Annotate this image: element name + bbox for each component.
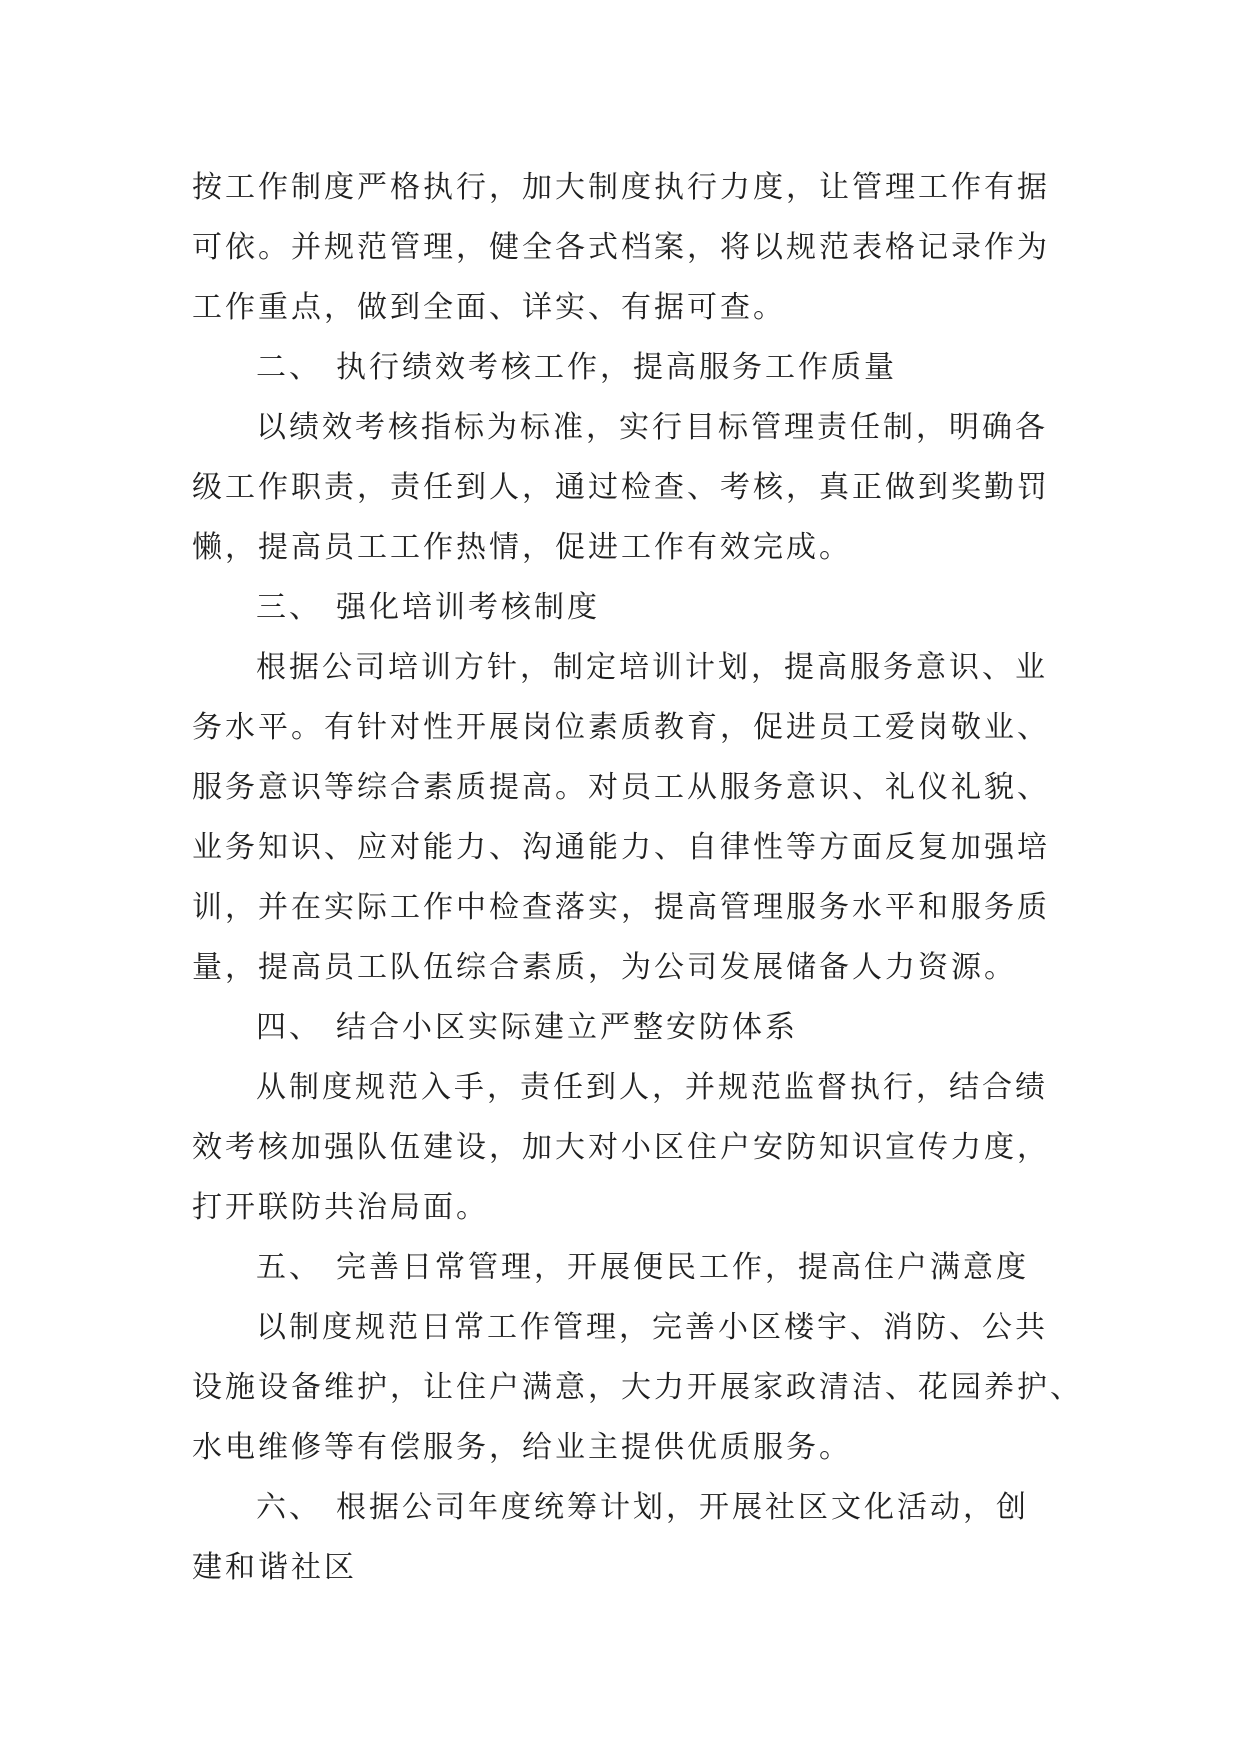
body-line: 以绩效考核指标为标准，实行目标管理责任制，明确各 — [256, 410, 1048, 445]
body-line: 以制度规范日常工作管理，完善小区楼宇、消防、公共 — [256, 1310, 1048, 1345]
body-line: 训，并在实际工作中检查落实，提高管理服务水平和服务质 — [192, 890, 1050, 925]
body-line: 效考核加强队伍建设，加大对小区住户安防知识宣传力度， — [192, 1130, 1050, 1165]
section-heading-4 — [192, 998, 1062, 1058]
body-line: 可依。并规范管理，健全各式档案，将以规范表格记录作为 — [192, 230, 1050, 265]
document-body — [192, 158, 1083, 1598]
section-heading-2 — [192, 338, 1062, 398]
section-heading-5 — [192, 1238, 1062, 1298]
section-number: 二、 — [256, 350, 322, 385]
body-line: 懒，提高员工工作热情，促进工作有效完成。 — [192, 530, 852, 565]
body-line: 量，提高员工队伍综合素质，为公司发展储备人力资源。 — [192, 950, 1017, 985]
section-title: 强化培训考核制度 — [336, 590, 600, 625]
section-heading-6 — [192, 1478, 1062, 1538]
body-line: 设施设备维护，让住户满意，大力开展家政清洁、花园养护、 — [192, 1370, 1083, 1405]
body-line: 打开联防共治局面。 — [192, 1190, 489, 1225]
body-line: 业务知识、应对能力、沟通能力、自律性等方面反复加强培 — [192, 830, 1050, 865]
body-line: 从制度规范入手，责任到人，并规范监督执行，结合绩 — [256, 1070, 1048, 1105]
body-line: 工作重点，做到全面、详实、有据可查。 — [192, 290, 786, 325]
body-line: 根据公司培训方针，制定培训计划，提高服务意识、业 — [256, 650, 1048, 685]
body-line: 建和谐社区 — [192, 1550, 357, 1585]
section-heading-3 — [192, 578, 1062, 638]
section-title: 执行绩效考核工作，提高服务工作质量 — [336, 350, 897, 385]
body-line: 级工作职责，责任到人，通过检查、考核，真正做到奖勤罚 — [192, 470, 1050, 505]
section-title: 根据公司年度统筹计划，开展社区文化活动，创 — [336, 1490, 1029, 1525]
section-number: 六、 — [256, 1490, 322, 1525]
section-number: 三、 — [256, 590, 322, 625]
body-line: 水电维修等有偿服务，给业主提供优质服务。 — [192, 1430, 852, 1465]
section-number: 五、 — [256, 1250, 322, 1285]
body-line: 务水平。有针对性开展岗位素质教育，促进员工爱岗敬业、 — [192, 710, 1050, 745]
section-number: 四、 — [256, 1010, 322, 1045]
section-title: 结合小区实际建立严整安防体系 — [336, 1010, 798, 1045]
section-title: 完善日常管理，开展便民工作，提高住户满意度 — [336, 1250, 1029, 1285]
body-line: 按工作制度严格执行，加大制度执行力度，让管理工作有据 — [192, 170, 1050, 205]
body-line: 服务意识等综合素质提高。对员工从服务意识、礼仪礼貌、 — [192, 770, 1050, 805]
